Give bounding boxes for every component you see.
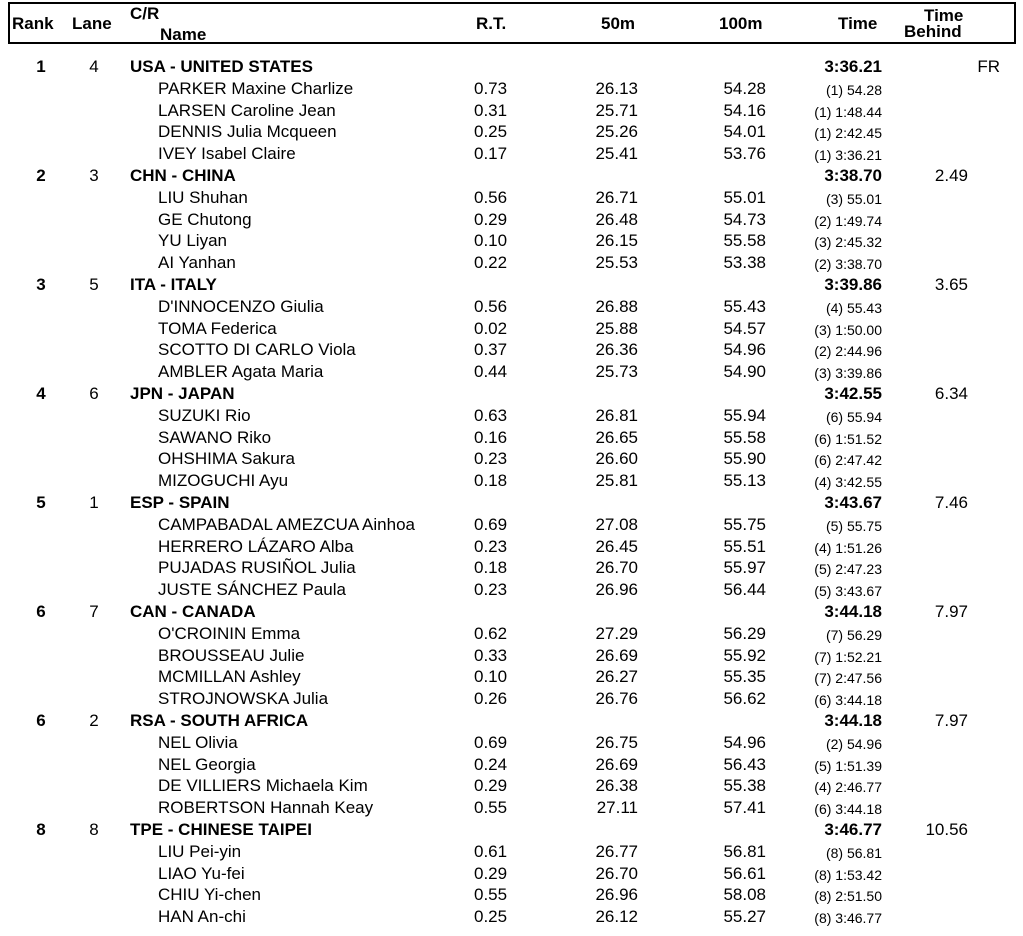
team-lane: 1 [89,493,99,512]
swimmer-name: HAN An-chi [158,907,246,927]
split-50m: 26.12 [595,907,638,927]
split-50m: 26.69 [595,645,638,665]
swimmer-name: LARSEN Caroline Jean [158,100,336,120]
cumulative-split: (3) 55.01 [825,190,882,207]
team-lane: 8 [89,820,99,839]
swimmer-row [0,688,1023,710]
split-50m: 27.08 [595,514,638,534]
swimmer-row [0,100,1023,122]
split-100m: 55.01 [723,187,766,207]
team-name: USA - UNITED STATES [130,57,313,76]
split-100m: 55.35 [723,667,766,687]
team-rank: 2 [36,166,46,185]
swimmer-row [0,557,1023,579]
split-50m: 27.11 [596,798,638,818]
swimmer-name: NEL Georgia [158,754,256,774]
reaction-time: 0.23 [474,580,508,600]
swimmer-row [0,405,1023,427]
team-lane: 7 [89,602,99,621]
team-time: 3:44.18 [824,602,882,621]
reaction-time: 0.44 [474,362,508,382]
cumulative-split: (2) 54.96 [825,735,882,752]
split-100m: 55.90 [723,449,766,469]
team-row [0,601,1023,623]
team-name: JPN - JAPAN [130,384,235,403]
header-100m: 100m [719,14,763,33]
reaction-time: 0.63 [474,405,508,425]
time-behind: 7.97 [934,602,968,621]
swimmer-row [0,754,1023,776]
team-row [0,492,1023,514]
swimmer-name: TOMA Federica [158,318,277,338]
header-time-behind-2: Behind [904,22,962,41]
split-100m: 55.97 [723,558,766,578]
reaction-time: 0.10 [474,231,508,251]
cumulative-split: (1) 3:36.21 [814,147,882,164]
reaction-time: 0.16 [474,427,508,447]
team-name: TPE - CHINESE TAIPEI [130,820,312,839]
split-50m: 26.13 [595,78,638,98]
swimmer-name: PUJADAS RUSIÑOL Julia [158,558,356,578]
team-name: ESP - SPAIN [130,493,230,512]
swimmer-name: LIU Pei-yin [158,841,242,861]
split-100m: 56.62 [723,689,766,709]
swimmer-row [0,884,1023,906]
team-name: RSA - SOUTH AFRICA [130,711,309,730]
swimmer-name: O'CROININ Emma [158,623,301,643]
reaction-time: 0.23 [474,449,508,469]
swimmer-row [0,209,1023,231]
split-100m: 54.96 [723,340,766,360]
cumulative-split: (4) 3:42.55 [814,474,882,491]
swimmer-row [0,841,1023,863]
split-100m: 55.38 [723,776,766,796]
swimmer-name: SAWANO Riko [158,427,272,447]
split-50m: 26.27 [595,667,638,687]
swimmer-row [0,775,1023,797]
split-50m: 25.41 [595,144,638,164]
split-50m: 25.88 [595,318,638,338]
swimmer-name: SUZUKI Rio [158,405,251,425]
team-lane: 5 [89,275,99,294]
header-name: Name [160,25,207,44]
reaction-time: 0.17 [474,144,508,164]
swimmer-row [0,187,1023,209]
split-100m: 54.96 [723,732,766,752]
cumulative-split: (4) 2:46.77 [814,779,882,796]
split-100m: 53.76 [723,144,766,164]
reaction-time: 0.29 [474,776,508,796]
swimmer-row [0,797,1023,819]
split-50m: 27.29 [595,623,638,643]
cumulative-split: (5) 3:43.67 [814,583,882,600]
cumulative-split: (5) 55.75 [825,517,882,534]
swimmer-row [0,732,1023,754]
split-50m: 26.96 [595,580,638,600]
team-row [0,56,1023,78]
team-row [0,819,1023,841]
swimmer-row [0,623,1023,645]
swimmer-row [0,470,1023,492]
swimmer-name: MCMILLAN Ashley [158,667,301,687]
split-100m: 56.29 [723,623,766,643]
cumulative-split: (6) 55.94 [825,408,882,425]
swimmer-row [0,230,1023,252]
team-time: 3:39.86 [824,275,882,294]
time-behind: 2.49 [934,166,968,185]
swimmer-name: AMBLER Agata Maria [158,362,324,382]
team-rank: 1 [36,57,46,76]
team-lane: 4 [89,57,99,76]
cumulative-split: (6) 2:47.42 [814,452,882,469]
team-name: CAN - CANADA [130,602,256,621]
time-behind: 6.34 [934,384,968,403]
reaction-time: 0.69 [474,732,508,752]
split-50m: 26.81 [595,405,638,425]
team-time: 3:43.67 [824,493,882,512]
swimmer-row [0,296,1023,318]
cumulative-split: (7) 2:47.56 [814,670,882,687]
reaction-time: 0.61 [474,841,508,861]
swimmer-name: JUSTE SÁNCHEZ Paula [158,580,346,600]
split-50m: 26.36 [595,340,638,360]
team-time: 3:44.18 [824,711,882,730]
header-time: Time [838,14,878,33]
swimmer-row [0,536,1023,558]
reaction-time: 0.18 [474,558,508,578]
team-rank: 6 [36,711,46,730]
swimmer-name: DENNIS Julia Mcqueen [158,122,337,142]
split-100m: 55.58 [723,231,766,251]
cumulative-split: (3) 2:45.32 [814,234,882,251]
header-time-behind-1: Time [924,6,964,25]
split-100m: 56.43 [723,754,766,774]
reaction-time: 0.62 [474,623,508,643]
split-100m: 53.38 [723,253,766,273]
swimmer-row [0,78,1023,100]
swimmer-name: LIAO Yu-fei [158,863,245,883]
cumulative-split: (8) 56.81 [825,844,882,861]
swimmer-row [0,252,1023,274]
team-lane: 6 [89,384,99,403]
reaction-time: 0.23 [474,536,508,556]
cumulative-split: (4) 55.43 [825,299,882,316]
swimmer-name: SCOTTO DI CARLO Viola [158,340,356,360]
split-100m: 55.92 [723,645,766,665]
cumulative-split: (4) 1:51.26 [814,539,882,556]
swimmer-name: NEL Olivia [158,732,238,752]
split-50m: 26.77 [595,841,638,861]
header-rt: R.T. [476,14,507,33]
swimmer-name: HERRERO LÁZARO Alba [158,536,354,556]
swimmer-name: CAMPABADAL AMEZCUA Ainhoa [158,514,415,534]
reaction-time: 0.56 [474,187,508,207]
reaction-time: 0.10 [474,667,508,687]
split-100m: 54.01 [723,122,766,142]
time-behind: 7.46 [934,493,968,512]
split-50m: 25.73 [595,362,638,382]
split-100m: 55.13 [723,471,766,491]
swimmer-row [0,579,1023,601]
swimmer-row [0,339,1023,361]
cumulative-split: (1) 2:42.45 [814,125,882,142]
reaction-time: 0.22 [474,253,508,273]
swimmer-row [0,666,1023,688]
cumulative-split: (8) 1:53.42 [814,866,882,883]
cumulative-split: (6) 3:44.18 [814,692,882,709]
swimmer-row [0,645,1023,667]
split-50m: 25.71 [595,100,638,120]
split-50m: 25.26 [595,122,638,142]
reaction-time: 0.55 [474,798,508,818]
split-50m: 26.48 [595,209,638,229]
reaction-time: 0.37 [474,340,508,360]
split-50m: 26.69 [595,754,638,774]
team-time: 3:38.70 [824,166,882,185]
split-50m: 26.70 [595,558,638,578]
cumulative-split: (7) 56.29 [825,626,882,643]
reaction-time: 0.33 [474,645,508,665]
team-lane: 3 [89,166,99,185]
cumulative-split: (3) 3:39.86 [814,365,882,382]
swimmer-name: STROJNOWSKA Julia [158,689,329,709]
cumulative-split: (3) 1:50.00 [814,321,882,338]
cumulative-split: (2) 3:38.70 [814,256,882,273]
split-100m: 55.27 [723,907,766,927]
team-name: ITA - ITALY [130,275,217,294]
split-50m: 26.71 [595,187,638,207]
header-50m: 50m [601,14,636,33]
cumulative-split: (8) 3:46.77 [814,910,882,927]
header-cr: C/R [130,4,160,23]
cumulative-split: (1) 54.28 [825,81,882,98]
split-50m: 25.53 [595,253,638,273]
swimmer-row [0,448,1023,470]
team-time: 3:36.21 [824,57,882,76]
swimmer-name: OHSHIMA Sakura [158,449,295,469]
reaction-time: 0.73 [474,78,508,98]
cumulative-split: (5) 2:47.23 [814,561,882,578]
split-100m: 55.43 [723,296,766,316]
split-50m: 26.15 [595,231,638,251]
results-header [8,2,1016,44]
split-100m: 55.51 [723,536,766,556]
swimmer-row [0,318,1023,340]
swimmer-row [0,863,1023,885]
reaction-time: 0.26 [474,689,508,709]
swimmer-name: LIU Shuhan [158,187,248,207]
reaction-time: 0.55 [474,885,508,905]
split-50m: 26.70 [595,863,638,883]
team-time: 3:42.55 [824,384,882,403]
swimmer-name: D'INNOCENZO Giulia [158,296,324,316]
swimmer-name: YU Liyan [158,231,227,251]
reaction-time: 0.69 [474,514,508,534]
swimmer-row [0,361,1023,383]
cumulative-split: (2) 2:44.96 [814,343,882,360]
team-rank: 8 [36,820,46,839]
split-100m: 55.94 [723,405,766,425]
split-100m: 55.58 [723,427,766,447]
swimmer-name: AI Yanhan [158,253,236,273]
split-100m: 54.28 [723,78,766,98]
cumulative-split: (2) 1:49.74 [814,212,882,229]
swimmer-name: CHIU Yi-chen [158,885,261,905]
team-rank: 5 [36,493,46,512]
team-row [0,383,1023,405]
reaction-time: 0.18 [474,471,508,491]
swimmer-row [0,427,1023,449]
header-lane: Lane [72,14,112,33]
reaction-time: 0.31 [474,100,508,120]
team-rank: 6 [36,602,46,621]
split-100m: 56.81 [723,841,766,861]
split-100m: 54.90 [723,362,766,382]
cumulative-split: (6) 1:51.52 [814,430,882,447]
split-50m: 26.60 [595,449,638,469]
team-rank: 4 [36,384,46,403]
team-row [0,710,1023,732]
split-100m: 54.16 [723,100,766,120]
swimmer-row [0,514,1023,536]
cumulative-split: (5) 1:51.39 [814,757,882,774]
reaction-time: 0.29 [474,209,508,229]
split-50m: 25.81 [595,471,638,491]
reaction-time: 0.02 [474,318,508,338]
time-behind: 7.97 [934,711,968,730]
header-rank: Rank [12,14,54,33]
reaction-time: 0.25 [474,122,508,142]
reaction-time: 0.56 [474,296,508,316]
cumulative-split: (1) 1:48.44 [814,103,882,120]
cumulative-split: (8) 2:51.50 [814,888,882,905]
reaction-time: 0.29 [474,863,508,883]
team-time: 3:46.77 [824,820,882,839]
split-50m: 26.96 [595,885,638,905]
swimmer-name: IVEY Isabel Claire [158,144,296,164]
split-50m: 26.76 [595,689,638,709]
swimmer-name: MIZOGUCHI Ayu [158,471,289,491]
split-50m: 26.88 [595,296,638,316]
split-100m: 56.44 [723,580,766,600]
swimmer-name: DE VILLIERS Michaela Kim [158,776,368,796]
split-50m: 26.38 [595,776,638,796]
time-behind: 10.56 [925,820,968,839]
swimmer-row [0,143,1023,165]
swimmer-row [0,121,1023,143]
cumulative-split: (6) 3:44.18 [814,801,882,818]
reaction-time: 0.24 [474,754,508,774]
split-100m: 54.57 [723,318,766,338]
split-50m: 26.45 [595,536,638,556]
team-lane: 2 [89,711,99,730]
split-50m: 26.65 [595,427,638,447]
split-100m: 57.41 [723,798,766,818]
team-row [0,165,1023,187]
swimmer-name: BROUSSEAU Julie [158,645,305,665]
swimmer-row [0,906,1023,928]
swimmer-name: PARKER Maxine Charlize [158,78,354,98]
reaction-time: 0.25 [474,907,508,927]
cumulative-split: (7) 1:52.21 [814,648,882,665]
swimmer-name: ROBERTSON Hannah Keay [158,798,374,818]
split-50m: 26.75 [595,732,638,752]
time-behind: 3.65 [934,275,968,294]
split-100m: 56.61 [723,863,766,883]
split-100m: 58.08 [723,885,766,905]
team-row [0,274,1023,296]
split-100m: 54.73 [723,209,766,229]
team-rank: 3 [36,275,46,294]
split-100m: 55.75 [723,514,766,534]
swimmer-name: GE Chutong [158,209,252,229]
team-name: CHN - CHINA [130,166,236,185]
record-badge: FR [977,57,1000,76]
